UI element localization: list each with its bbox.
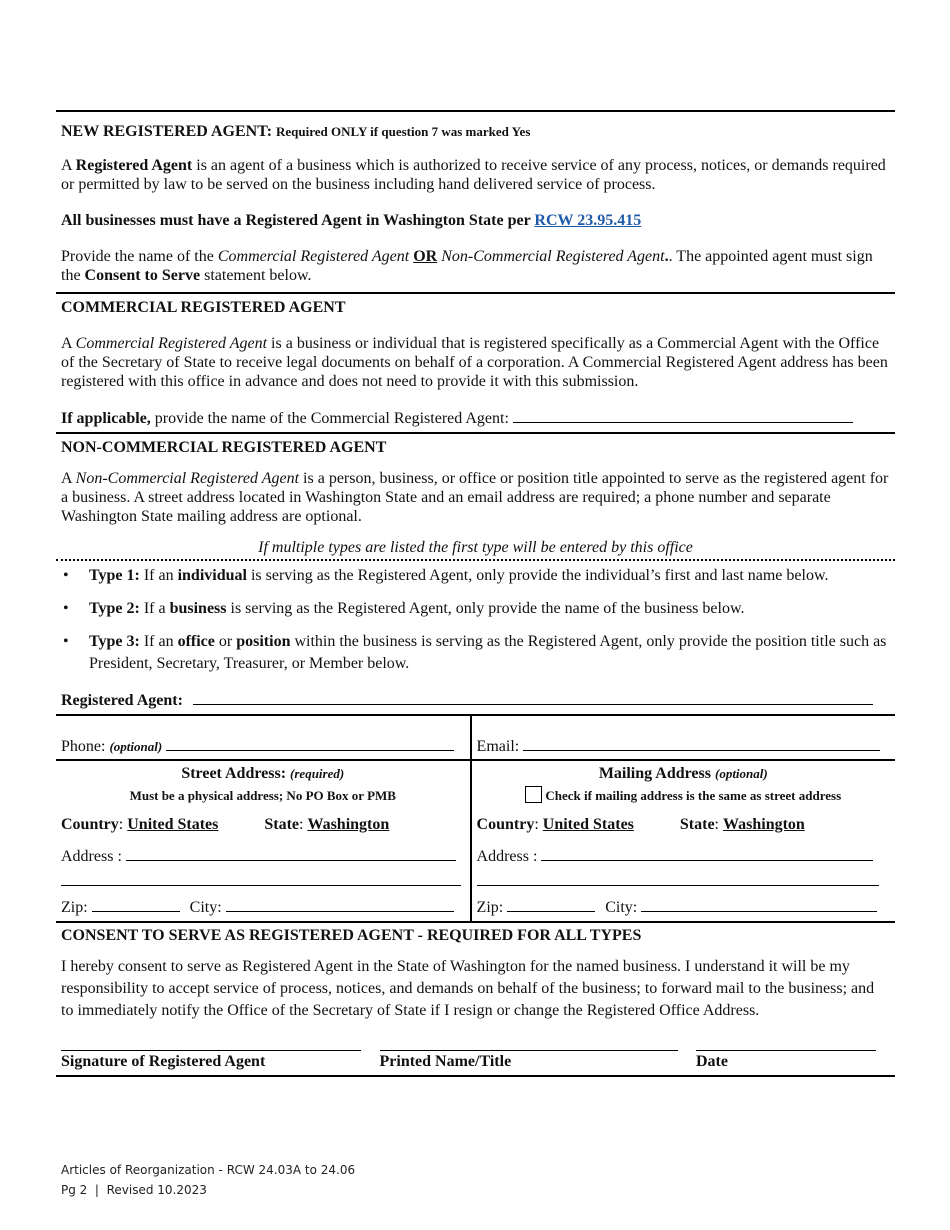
address-label: Address :	[476, 848, 538, 865]
street-note: Must be a physical address; No PO Box or PMB	[129, 788, 396, 803]
mailing-address-row	[477, 846, 890, 866]
mailing-optional: (optional)	[714, 766, 768, 781]
if-applicable: If applicable,	[61, 410, 151, 427]
commercial-agent-row	[61, 408, 890, 428]
printed-name-block	[380, 1036, 678, 1071]
commercial-text-b: is a business or individual that is registered specifically as a Commercial Agent with the Office of the Secretary of State to receive legal documents on behalf of a corporation. A Commercial Registered Agent address has been registered with this office in advance and does not need to provide it with this submission.	[61, 335, 888, 390]
list-item	[61, 598, 890, 620]
provide-paragraph: Provide the name of the Commercial Registered Agent OR Non-Commercial Registered Agent.. The appointed agent must sign the Consent to Serve statement below.	[61, 248, 873, 284]
bullet-icon: •	[63, 633, 69, 650]
form-page	[56, 110, 895, 1077]
street-city-field[interactable]	[226, 897, 454, 912]
printed-name-line[interactable]	[380, 1036, 678, 1051]
footer-page-info: Pg 2 | Revised 10.2023	[61, 1183, 207, 1197]
section-title-text: NEW REGISTERED AGENT:	[61, 123, 273, 140]
mailing-address-field[interactable]	[541, 846, 873, 861]
page-footer	[61, 1160, 355, 1200]
email-row	[477, 736, 890, 756]
commercial-text-a: A	[61, 335, 76, 352]
city-label: City:	[189, 899, 222, 916]
commercial-paragraph	[61, 334, 890, 391]
noncommercial-italic: Non-Commercial Registered Agent	[75, 470, 300, 487]
street-zip-city-row	[61, 897, 465, 917]
street-address-field[interactable]	[126, 846, 456, 861]
bullet-icon: •	[63, 600, 69, 617]
commercial-agent-field[interactable]	[513, 408, 853, 423]
noncommercial-paragraph	[61, 469, 890, 526]
bullet-icon: •	[63, 567, 69, 584]
type-text-b: within the business is serving as the Registered Agent, only provide the position title such as President, Secretary, Treasurer, or Member below.	[89, 633, 887, 672]
bottom-rule	[56, 1075, 895, 1077]
noncommercial-text-b: is a person, business, or office or position title appointed to serve as the registered agent for a business. A street address located in Washington State and an email address are required; a phone number and separate Washington State mailing address are optional.	[61, 470, 889, 525]
state-value: Washington	[723, 816, 805, 833]
date-block	[696, 1036, 876, 1071]
country-value: United States	[542, 816, 634, 833]
street-country-state: Country: United States State: Washington	[61, 816, 390, 833]
street-required: (required)	[290, 766, 345, 781]
mailing-zip-city-row	[477, 897, 890, 917]
mailing-check-label: Check if mailing address is the same as street address	[545, 788, 842, 803]
footer-title: Articles of Reorganization - RCW 24.03A to 24.06	[61, 1163, 356, 1177]
all-businesses-text: All businesses must have a Registered Agent in Washington State per	[61, 212, 535, 229]
state-value: Washington	[307, 816, 390, 833]
mailing-country-state: Country: United States State: Washington	[476, 816, 805, 833]
provide-or: OR	[413, 248, 438, 265]
street-title: Street Address:	[181, 765, 287, 782]
signature-block	[61, 1036, 361, 1071]
agent-types-list	[61, 565, 890, 675]
noncommercial-text-a: A	[61, 470, 76, 487]
list-item	[61, 631, 890, 675]
type-label: Type 2:	[89, 600, 140, 617]
country-label: Country	[476, 816, 535, 833]
type-text-mid: or	[214, 633, 237, 650]
section-subtitle: Required ONLY if question 7 was marked Yes	[276, 124, 531, 139]
type-bold: office	[177, 633, 215, 650]
intro-text-a: A	[61, 157, 76, 174]
intro-text-b: is an agent of a business which is authorized to receive service of any process, notices, or demands required or permitted by law to be served on the business including hand delivered service of process.	[61, 157, 886, 193]
intro-bold: Registered Agent	[75, 157, 193, 174]
street-zip-field[interactable]	[92, 897, 180, 912]
signature-line[interactable]	[61, 1036, 361, 1051]
state-label: State	[679, 816, 715, 833]
zip-label: Zip:	[476, 899, 504, 916]
all-businesses-note	[61, 211, 890, 230]
section-title	[61, 122, 890, 141]
street-address-line2[interactable]	[61, 885, 461, 886]
mailing-title: Mailing Address	[598, 765, 711, 782]
type-text-a: If an	[139, 633, 178, 650]
type-text-a: If a	[139, 600, 170, 617]
provide-noncommercial: Non-Commercial Registered Agent	[441, 248, 665, 265]
registered-agent-row	[61, 690, 890, 710]
provide-text-a: Provide the name of the	[61, 248, 218, 265]
type-text-a: If an	[139, 567, 178, 584]
mailing-check-row	[477, 786, 890, 805]
consent-text: I hereby consent to serve as Registered Agent in the State of Washington for the named business. I understand it will be my responsibility to accept service of process, notices, and demands on behalf of the business; to forward mail to the business; and to immediately notify the Office of the Secretary of State if I resign or change the Registered Office Address.	[61, 958, 875, 1019]
provide-commercial: Commercial Registered Agent	[217, 248, 410, 265]
phone-row	[61, 736, 465, 756]
commercial-italic: Commercial Registered Agent	[75, 335, 268, 352]
same-address-checkbox[interactable]	[525, 786, 542, 803]
intro-paragraph	[61, 156, 890, 194]
zip-label: Zip:	[61, 899, 88, 916]
mailing-address-line2[interactable]	[477, 885, 879, 886]
email-field[interactable]	[523, 736, 880, 751]
provide-consent: Consent to Serve	[84, 267, 201, 284]
type-bold: individual	[177, 567, 247, 584]
city-label: City:	[605, 899, 638, 916]
signature-row	[61, 1036, 890, 1071]
multiple-types-note: If multiple types are listed the first type will be entered by this office	[258, 539, 693, 556]
commercial-heading: COMMERCIAL REGISTERED AGENT	[61, 299, 346, 316]
commercial-agent-label: provide the name of the Commercial Registered Agent:	[150, 410, 509, 427]
phone-optional: (optional)	[109, 739, 163, 754]
type-bold2: position	[236, 633, 291, 650]
consent-heading: CONSENT TO SERVE AS REGISTERED AGENT - REQUIRED FOR ALL TYPES	[61, 927, 642, 944]
type-label: Type 3:	[89, 633, 140, 650]
date-label: Date	[696, 1053, 728, 1070]
phone-field[interactable]	[166, 736, 454, 751]
email-label: Email:	[476, 738, 520, 755]
phone-divider	[56, 759, 470, 761]
mailing-zip-field[interactable]	[507, 897, 595, 912]
mailing-title-row	[477, 764, 890, 783]
state-label: State	[264, 816, 299, 833]
street-address-row	[61, 846, 465, 866]
country-label: Country	[61, 816, 119, 833]
noncommercial-heading: NON-COMMERCIAL REGISTERED AGENT	[61, 439, 387, 456]
mailing-city-field[interactable]	[641, 897, 877, 912]
street-column	[56, 716, 472, 921]
registered-agent-field[interactable]	[193, 690, 873, 705]
date-line[interactable]	[696, 1036, 876, 1051]
signature-label: Signature of Registered Agent	[61, 1053, 266, 1070]
address-grid	[56, 714, 895, 923]
email-divider	[472, 759, 895, 761]
rcw-link[interactable]: RCW 23.95.415	[534, 212, 642, 229]
list-item	[61, 565, 890, 587]
registered-agent-label: Registered Agent:	[61, 692, 183, 709]
type-text-b: is serving as the Registered Agent, only provide the name of the business below.	[226, 600, 745, 617]
type-bold: business	[169, 600, 227, 617]
provide-text-b: . The appointed agent must sign the	[61, 248, 873, 284]
type-text-b: is serving as the Registered Agent, only provide the individual’s first and last name below.	[246, 567, 829, 584]
country-value: United States	[127, 816, 219, 833]
mailing-column	[472, 716, 895, 921]
printed-name-label: Printed Name/Title	[379, 1053, 512, 1070]
street-title-row	[61, 764, 465, 783]
address-label: Address :	[61, 848, 122, 865]
phone-label: Phone:	[61, 738, 110, 755]
provide-text-c: statement below.	[200, 267, 312, 284]
type-label: Type 1:	[89, 567, 140, 584]
